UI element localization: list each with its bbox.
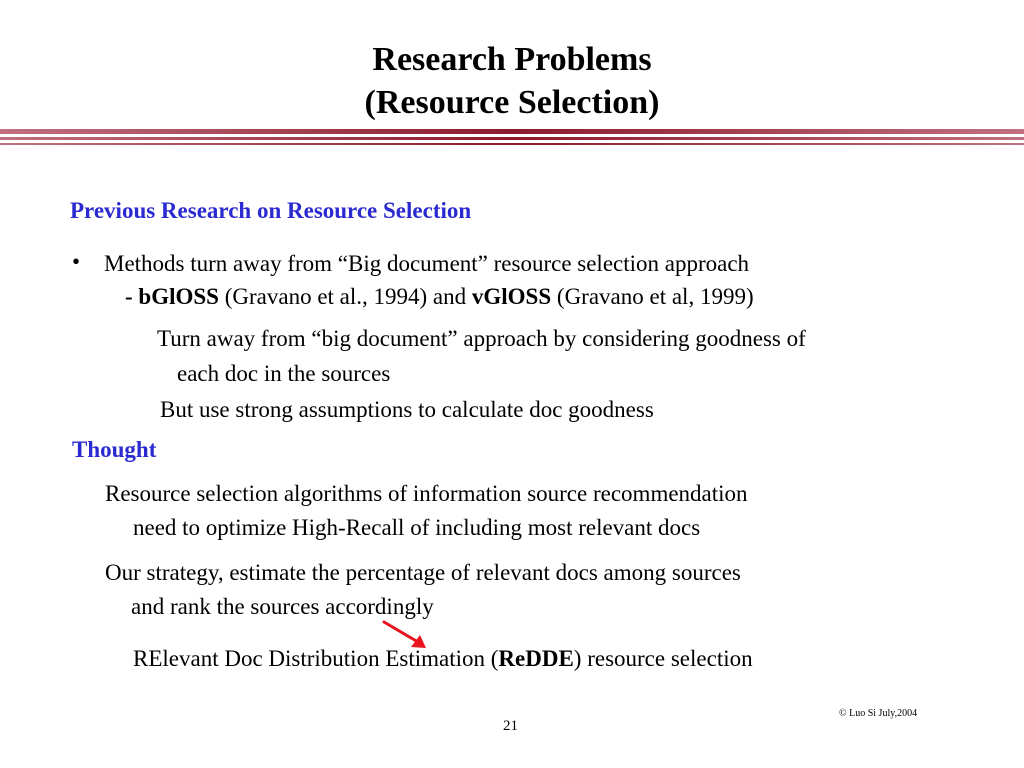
point-goodness-line1: Turn away from “big document” approach by considering goodness of [157,326,806,351]
redde-prefix: RElevant Doc Distribution Estimation ( [133,646,499,671]
vgloss-citation: (Gravano et al, 1999) [551,284,754,309]
redde-acronym: ReDDE [498,646,574,671]
thought-p2-line1: Our strategy, estimate the percentage of relevant docs among sources [105,560,741,585]
title-rule-bottom [0,143,1024,145]
thought-p1-line1: Resource selection algorithms of information source recommendation [105,481,748,506]
slide-title-line1: Research Problems [372,41,652,78]
bullet-point: • [72,249,81,274]
point-goodness-line2: each doc in the sources [177,361,391,386]
title-rule-top [0,129,1024,134]
thought-p2-line2: and rank the sources accordingly [131,594,434,619]
bgloss-citation: (Gravano et al., 1994) and [218,284,472,309]
section-heading-thought: Thought [72,437,157,462]
bullet-text-methods: Methods turn away from “Big document” resource selection approach [104,251,750,276]
point-assumptions: But use strong assumptions to calculate doc goodness [160,397,654,422]
slide-title-line2: (Resource Selection) [364,84,660,121]
redde-line [133,646,753,672]
gloss-methods-line [125,284,754,310]
title-rule-middle [0,137,1024,140]
vgloss-label: vGlOSS [471,284,552,309]
thought-p1-line2: need to optimize High-Recall of including most relevant docs [133,515,701,540]
bgloss-label: - bGlOSS [125,284,219,309]
copyright-notice: © Luo Si July,2004 [839,708,918,719]
page-number: 21 [503,718,518,734]
redde-suffix: ) resource selection [573,646,753,671]
section-heading-previous-research: Previous Research on Resource Selection [70,198,472,223]
